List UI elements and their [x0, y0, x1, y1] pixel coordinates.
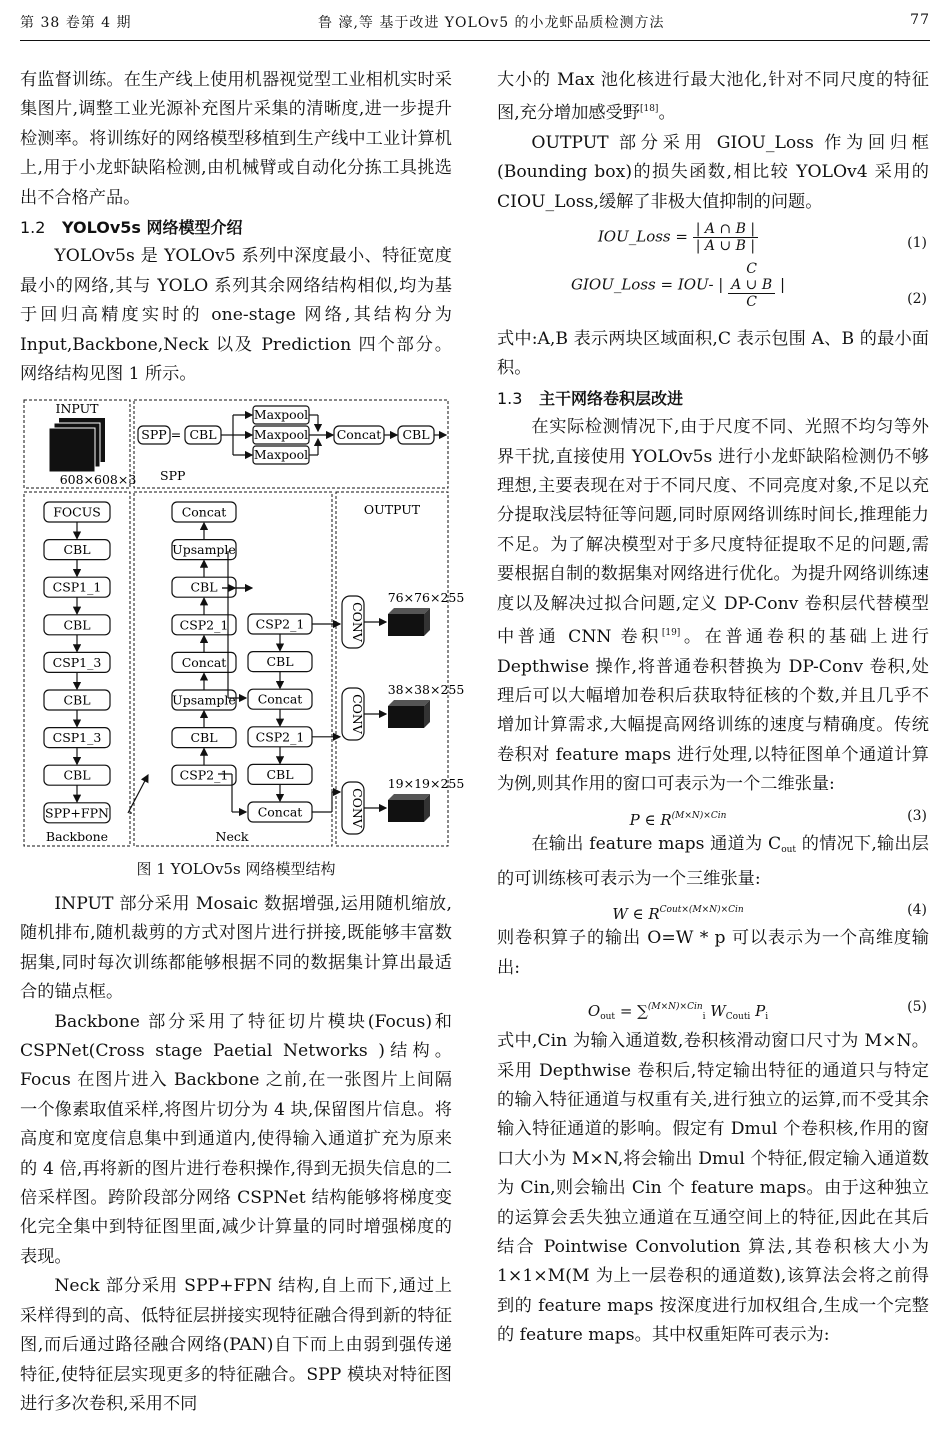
- running-title: 鲁 濠,等 基于改进 YOLOv5 的小龙虾品质检测方法: [318, 15, 665, 31]
- diagram-box-label: SPP+FPN: [45, 805, 109, 821]
- input-size: 608×608×3: [59, 472, 137, 487]
- figure-caption: 图 1 YOLOv5s 网络模型结构: [136, 860, 336, 878]
- diagram-box-label: FOCUS: [53, 504, 101, 520]
- svg-text:CBL: CBL: [189, 427, 217, 442]
- equation-2: GIOU_Loss = IOU- | C A ∪ B C | (2): [571, 261, 927, 311]
- backbone-label: Backbone: [45, 829, 109, 844]
- diagram-box-label: Concat: [181, 504, 227, 520]
- svg-text:Maxpool: Maxpool: [253, 447, 309, 462]
- svg-text:Concat: Concat: [336, 427, 382, 442]
- diagram-box-label: CBL: [266, 654, 294, 670]
- paragraph: 式中:A,B 表示两块区域面积,C 表示包围 A、B 的最小面积。: [497, 329, 929, 379]
- neck-column-1: [172, 502, 236, 785]
- svg-text:Maxpool: Maxpool: [253, 427, 309, 442]
- output-size: 76×76×255: [387, 590, 465, 605]
- header-rule: [20, 40, 930, 41]
- diagram-box-label: CBL: [190, 730, 218, 746]
- diagram-box-label: CBL: [190, 579, 218, 595]
- paragraph: OUTPUT 部分采用 GIOU_Loss 作为回归框(Bounding box)的损失函数,相比较 YOLOv4 采用的 CIOU_Loss,缓解了非极大值抑制的问题。: [497, 132, 929, 212]
- paragraph: 有监督训练。在生产线上使用机器视觉型工业相机实时采集图片,调整工业光源补充图片采集的清晰度,进一步提升检测率。将训练好的网络模型移植到生产线中工业计算机上,用于小龙虾缺陷检测,由机械臂或自动化分拣工具挑选出不合格产品。: [20, 70, 452, 208]
- output-heads: [342, 590, 464, 834]
- diagram-box-label: CBL: [63, 617, 91, 633]
- paragraph: 大小的 Max 池化核进行最大池化,针对不同尺度的特征图,充分增加感受野[18]。: [497, 70, 929, 124]
- svg-text:CBL: CBL: [402, 427, 430, 442]
- output-size: 19×19×255: [387, 776, 465, 791]
- section-heading-1-2: 1.2 YOLOv5s 网络模型介绍: [20, 218, 243, 238]
- svg-text:Maxpool: Maxpool: [253, 407, 309, 422]
- diagram-box-label: CBL: [63, 542, 91, 558]
- journal-issue: 第 38 卷第 4 期: [20, 15, 132, 31]
- diagram-box-label: CBL: [266, 766, 294, 782]
- svg-text:SPP: SPP: [141, 427, 167, 442]
- paragraph: INPUT 部分采用 Mosaic 数据增强,运用随机缩放,随机排布,随机裁剪的方式对图片进行拼接,既能够丰富数据集,同时每次训练都能够根据不同的数据集计算出最适合的锚点框。: [20, 894, 452, 1003]
- svg-text:=: =: [170, 427, 182, 442]
- neck-label: Neck: [215, 829, 249, 844]
- conv-label: CONV: [350, 694, 365, 734]
- diagram-box-label: CSP1_3: [52, 654, 102, 670]
- output-size: 38×38×255: [387, 682, 465, 697]
- diagram-box-label: Upsample: [172, 692, 236, 708]
- paragraph: 则卷积算子的输出 O=W * p 可以表示为一个高维度输出:: [497, 928, 929, 978]
- diagram-box-label: Upsample: [172, 542, 236, 558]
- diagram-box-label: CSP1_1: [52, 579, 102, 595]
- equation-5: $O_{out} = \sum^{(M\times N)\times Cin}_i$ $W_{Couti}$ $P_i$ (5): [587, 999, 927, 1023]
- input-label: INPUT: [55, 401, 99, 416]
- paragraph: YOLOv5s 是 YOLOv5 系列中深度最小、特征宽度最小的网络,其与 YOLO 系列其余网络结构相似,均为基于回归高精度实时的 one-stage 网络,其结构分为 Input,Backbone,Neck 以及 Prediction 四个部分。网络结构见图 1 所示。: [20, 246, 452, 385]
- diagram-box-label: CSP2_1: [179, 617, 229, 633]
- spp-label: SPP: [160, 468, 186, 483]
- paragraph: Neck 部分采用 SPP+FPN 结构,自上而下,通过上采样得到的高、低特征层拼接实现特征融合得到新的特征图,而后通过路径融合网络(PAN)自下而上由弱到强传递特征,使特征层实现更多的特征融合。SPP 模块对特征图进行多次卷积,采用不同: [20, 1276, 452, 1414]
- backbone-stack: [44, 502, 110, 823]
- diagram-box-label: CSP1_3: [52, 730, 102, 746]
- paragraph: 在实际检测情况下,由于尺度不同、光照不均匀等外界干扰,直接使用 YOLOv5s 进行小龙虾缺陷检测仍不够理想,主要表现在对于不同尺度、不同亮度对象,不足以充分提取浅层特征等问题,同时原网络训练时间长,推理能力不足。为了解决模型对于多尺度特征提取不足的问题,需要根据自制的数据集对网络进行优化。为提升网络训练速度以及解决过拟合问题,定义 DP-Conv 卷积层代替模型中普通 CNN 卷积[19]。在普通卷积的基础上进行 Depthwise 操作,将普通卷积替换为 DP-Conv 卷积,处理后可以大幅增加卷积后获取特征核的个数,并且几乎不增加计算需求,大幅提高网络训练的速度与精确度。传统卷积对 feature maps 进行处理,以特征图单个通道计算为例,则其作用的窗口可表示为一个二维张量:: [497, 417, 929, 795]
- conv-label: CONV: [350, 602, 365, 642]
- diagram-box-label: CSP2_1: [255, 616, 305, 632]
- output-label: OUTPUT: [363, 502, 421, 517]
- output-tensor: [388, 700, 430, 706]
- diagram-box-label: CSP2_1: [255, 729, 305, 745]
- yolov5s-architecture-figure: [20, 398, 465, 848]
- right-column: [497, 66, 929, 1351]
- paragraph: 式中,Cin 为输入通道数,卷积核滑动窗口尺寸为 M×N。采用 Depthwise 卷积后,特定输出特征的通道只与特定的输入特征通道与权重有关,进行独立的运算,而不受其余输入特征通道的影响。假定有 Dmul 个卷积核,作用的窗口大小为 M×N,将会输出 Dmul 个特征,假定输入通道数为 Cin,则会输出 Cin 个 feature maps。由于这种独立的运算会丢失独立通道在互通空间上的特征,因此在其后结合 Pointwise Convolution 算法,其卷积核大小为 1×1×M(M 为上一层卷积的通道数),该算法会将之前得到的 feature maps 按深度进行加权组合,生成一个完整的 feature maps。其中权重矩阵可表示为:: [497, 1031, 929, 1346]
- diagram-box-label: CSP2_1: [179, 767, 229, 783]
- conv-label: CONV: [350, 788, 365, 828]
- output-tensor: [388, 608, 430, 614]
- neck-column-2: [236, 588, 340, 822]
- diagram-box-label: Concat: [257, 804, 303, 820]
- diagram-box-label: Concat: [181, 654, 227, 670]
- left-column-lower: [20, 890, 452, 1419]
- equation-3: P ∈ $R^{(M\times N)\times Cin}$ (3): [629, 807, 927, 829]
- equation-1: IOU_Loss = $\frac{| A \cap B |}{| A \cup B |}$ (1): [597, 221, 927, 255]
- output-tensor: [388, 794, 430, 800]
- paragraph: Backbone 部分采用了特征切片模块(Focus)和 CSPNet(Cross stage Paetial Networks )结构。Focus 在图片进入 Backbone 之前,在一张图片上间隔一个像素取值采样,将图片切分为 4 块,保留图片信息。将高度和宽度信息集中到通道内,使得输入通道扩充为原来的 4 倍,再将新的图片进行卷积操作,得到无损失信息的二倍采样图。跨阶段部分网络 CSPNet 结构能够将梯度变化完全集中到特征图里面,减少计算量的同时增强梯度的表现。: [20, 1011, 452, 1267]
- diagram-box-label: Concat: [257, 691, 303, 707]
- diagram-box-label: CBL: [63, 692, 91, 708]
- section-heading-1-3: 1.3 主干网络卷积层改进: [497, 388, 684, 408]
- equation-4: W ∈ $R^{Cout\times(M\times N)\times Cin}$ (4): [612, 902, 927, 924]
- left-column: [20, 66, 452, 389]
- paragraph: 在输出 feature maps 通道为 $C_{out}$ 的情况下,输出层的可训练核可表示为一个三维张量:: [497, 833, 929, 889]
- page-number: 77: [910, 12, 930, 28]
- diagram-box-label: CBL: [63, 767, 91, 783]
